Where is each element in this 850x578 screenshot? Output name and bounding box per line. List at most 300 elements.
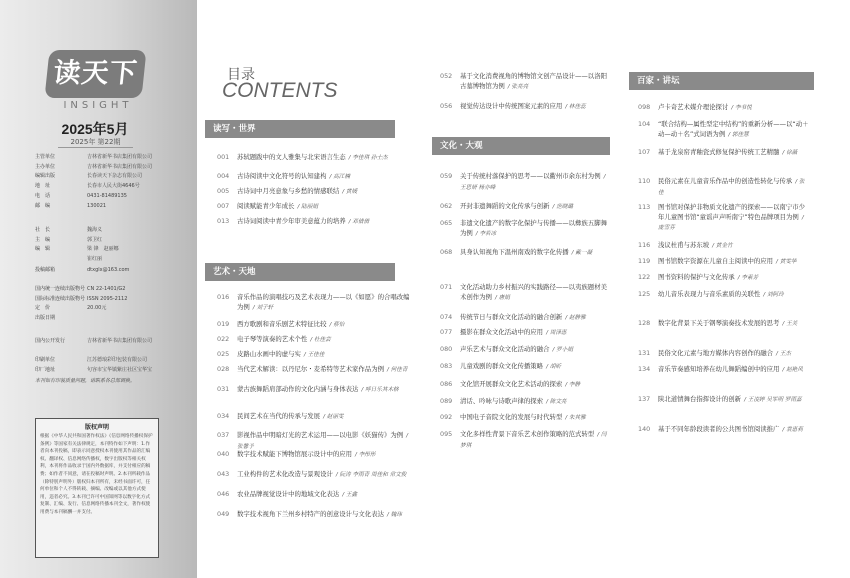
masthead-sidebar xyxy=(0,0,197,578)
toc-entry[interactable] xyxy=(638,241,810,252)
toc-entry[interactable] xyxy=(217,187,415,198)
toc-page-number: 043 xyxy=(217,470,230,478)
toc-article-title xyxy=(237,202,415,213)
toc-author: / 黄雯华 xyxy=(776,259,797,265)
masthead-row xyxy=(35,236,190,246)
section-header: 读写・世界 xyxy=(205,120,395,138)
toc-entry[interactable] xyxy=(440,172,610,193)
toc-title-text: “联合结构—属性型定中结构”的重新分析——以“动＋动—动＋名”式词语为例 xyxy=(658,120,809,138)
toc-title-text: 图书馆数字资源在儿童自主阅读中的应用 xyxy=(658,257,774,265)
masthead-label: 国内公开发行 xyxy=(35,338,66,344)
toc-author: / 刘阿玲 xyxy=(763,292,784,298)
masthead-block-issn xyxy=(35,285,190,324)
toc-page-number: 083 xyxy=(440,362,453,370)
toc-page-number: 059 xyxy=(440,172,453,180)
masthead-value: 长春市人民大街4646号 xyxy=(87,183,140,190)
toc-entry[interactable] xyxy=(638,103,810,114)
issue-date: 2025年5月 xyxy=(61,121,129,137)
toc-page-number: 065 xyxy=(440,219,453,227)
toc-title-text: 开封非遗舞蹈的文化传承与创新 xyxy=(460,202,550,210)
toc-title-text: 基于龙泉窑青釉瓷式修复保护传统工艺精髓 xyxy=(658,148,780,156)
masthead-value: 魏海义 xyxy=(87,227,103,233)
toc-author: / 张馨予 xyxy=(237,433,409,450)
toc-author: / 张亮亮 xyxy=(507,83,529,90)
toc-article-title xyxy=(460,283,610,303)
toc-author: / 袁惠莉 xyxy=(782,427,803,433)
masthead-label: 社 长 xyxy=(35,227,51,233)
toc-title-text: 文化多样性背景下音乐艺术创作策略的范式转型 xyxy=(460,430,595,438)
toc-page-number: 140 xyxy=(638,425,651,433)
masthead-label: 主管单位 xyxy=(35,154,56,160)
toc-article-title xyxy=(658,365,810,376)
toc-title-en: CONTENTS xyxy=(222,79,338,102)
toc-entry[interactable] xyxy=(440,328,610,339)
toc-page-number: 071 xyxy=(440,283,453,291)
toc-title-text: 图书资料的保护与文化传承 xyxy=(658,273,735,281)
toc-title-text: 浅议杜甫与苏东坡 xyxy=(658,241,710,249)
toc-title-text: 西方歌剧和音乐剧艺术特征比较 xyxy=(237,320,327,328)
toc-article-title xyxy=(460,219,610,239)
toc-entry[interactable] xyxy=(217,350,415,361)
toc-page-number: 019 xyxy=(217,320,230,328)
toc-entry[interactable] xyxy=(638,257,810,268)
toc-entry[interactable] xyxy=(638,203,810,234)
toc-title-text: 幼儿音乐表现力与音乐素质的关联性 xyxy=(658,290,761,298)
magazine-logo: 读天下 xyxy=(44,50,146,98)
toc-article-title xyxy=(460,345,610,356)
masthead-row xyxy=(35,295,190,305)
toc-title-text: 儿童戏剧的群众文化传播策略 xyxy=(460,362,544,370)
masthead-value: 0431-81489135 xyxy=(87,192,127,199)
masthead-row xyxy=(35,314,190,324)
toc-entry[interactable] xyxy=(440,202,610,213)
masthead-block-staff xyxy=(35,226,190,265)
toc-article-title xyxy=(658,241,810,252)
toc-page-number: 077 xyxy=(440,328,453,336)
toc-title-text: 音乐作品的演唱技巧及艺术表现力——以《如愿》的合唱改编为例 xyxy=(237,293,410,311)
toc-page-number: 113 xyxy=(638,203,651,211)
masthead-value: 句容市宝华镇紫庄社区宝华宝 xyxy=(87,366,153,373)
toc-article-title xyxy=(460,380,610,391)
toc-author: / 胡昕 xyxy=(546,364,561,370)
toc-title-text: 蒙古族舞蹈肩部动作的文化内涵与身体表达 xyxy=(237,385,359,393)
masthead-label: 地 址 xyxy=(35,183,51,190)
toc-page-number: 107 xyxy=(638,148,651,156)
toc-author: / 高江楠 xyxy=(329,174,350,180)
toc-author: / 罗小娟 xyxy=(552,347,573,353)
section-header: 百家・讲坛 xyxy=(629,72,814,90)
toc-article-title xyxy=(460,328,610,339)
toc-author: / 王芙 xyxy=(782,321,798,327)
toc-article-title xyxy=(237,153,415,164)
toc-entry[interactable] xyxy=(217,153,415,164)
toc-title-text: 具身认知视角下温州南戏的数字化传播 xyxy=(460,248,569,256)
toc-page-number: 034 xyxy=(217,412,230,420)
toc-page-number: 005 xyxy=(217,187,230,195)
toc-page-number: 119 xyxy=(638,257,651,265)
toc-entry[interactable] xyxy=(440,283,610,303)
masthead-label: 电 话 xyxy=(35,192,51,199)
toc-entry[interactable] xyxy=(217,510,415,521)
masthead-row xyxy=(35,366,190,376)
toc-entry[interactable] xyxy=(217,385,415,396)
toc-entry[interactable] xyxy=(638,273,810,284)
toc-entry[interactable] xyxy=(440,413,610,424)
toc-author: / 戴一凝 xyxy=(571,250,593,256)
toc-author: / 魏玮 xyxy=(386,512,402,518)
toc-title-text: 古诗阅读中文化符号的认知建构 xyxy=(237,172,327,180)
masthead-value: CN 22-1401/G2 xyxy=(87,286,126,292)
toc-article-title xyxy=(658,203,810,234)
toc-author: / 郭佳慧 xyxy=(728,131,749,138)
toc-entry[interactable] xyxy=(638,120,810,140)
toc-page-number: 095 xyxy=(440,430,453,438)
toc-title-text: 文化馆开展群众文化艺术活动的探索 xyxy=(460,380,563,388)
toc-title-text: 电子琴等演奏的艺术个性 xyxy=(237,335,308,343)
masthead-row xyxy=(35,304,190,314)
toc-page-number: 016 xyxy=(217,293,230,301)
toc-author: / 李书悦 xyxy=(731,105,752,111)
toc-page-number: 062 xyxy=(440,202,453,210)
toc-title-text: 古诗词中月亮意象与乡愁的情感联结 xyxy=(237,187,340,195)
toc-entry[interactable] xyxy=(217,490,415,501)
masthead-value: 130021 xyxy=(87,202,107,209)
toc-title-text: 图书馆对保护非物质文化遗产的探索——以南宁市少年儿童图书馆“童谣声声听南宁”特色品牌项目为例 xyxy=(658,203,805,221)
toc-article-title xyxy=(460,172,610,193)
toc-entry[interactable] xyxy=(638,425,810,436)
toc-article-title xyxy=(658,177,810,198)
masthead-row xyxy=(35,285,190,295)
toc-entry[interactable] xyxy=(440,313,610,324)
toc-author: / 王凌婷 吴军明 罗雨嘉 xyxy=(744,397,802,403)
toc-article-title xyxy=(460,102,610,113)
toc-title-text: 民间艺术在当代的传承与发展 xyxy=(237,412,321,420)
toc-entry[interactable] xyxy=(638,395,810,406)
masthead-label: 邮 编 xyxy=(35,202,51,209)
toc-article-title xyxy=(237,335,415,346)
toc-author: / 呼日乐其木格 xyxy=(361,387,399,393)
masthead-label: 定 价 xyxy=(35,305,51,312)
masthead-row xyxy=(35,192,190,202)
logo-subtitle: INSIGHT xyxy=(63,100,133,111)
toc-article-title xyxy=(658,257,810,268)
toc-title-text: 当代艺术解读：以丹尼尔・麦希特等艺术家作品为例 xyxy=(237,365,384,373)
toc-entry[interactable] xyxy=(440,248,610,259)
toc-entry[interactable] xyxy=(217,470,415,481)
toc-page-number: 037 xyxy=(217,431,230,439)
toc-title-text: 民俗文化元素与地方媒体内容创作的融合 xyxy=(658,349,774,357)
masthead-row xyxy=(35,337,190,347)
toc-title-text: 皮路山水画中的虚与实 xyxy=(237,350,301,358)
toc-page-number: 028 xyxy=(217,365,230,373)
toc-page-number: 092 xyxy=(440,413,453,421)
toc-entry[interactable] xyxy=(638,319,810,330)
toc-author: / 邓倩倩 xyxy=(348,219,370,225)
toc-author: / 陆丽娟 xyxy=(297,204,318,210)
toc-page-number: 004 xyxy=(217,172,230,180)
toc-author: / 张佳 xyxy=(658,179,805,196)
toc-article-title xyxy=(460,72,610,92)
toc-author: / 唐娟 xyxy=(494,294,510,301)
masthead-value: 梁 锋 赵丽娜 xyxy=(87,246,119,253)
toc-page-number: 049 xyxy=(217,510,230,518)
toc-author: / 林佳蕊 xyxy=(565,104,586,110)
toc-title-text: 古诗词阅读中青少年审美意蕴力的培养 xyxy=(237,217,346,225)
masthead-email: 投稿邮箱 dtxglx@163.com xyxy=(35,267,130,273)
toc-page-number: 122 xyxy=(638,273,651,281)
masthead-value: 崔红丽 xyxy=(87,256,103,263)
toc-entry[interactable] xyxy=(217,450,415,461)
toc-entry[interactable] xyxy=(217,293,415,313)
toc-page-number: 074 xyxy=(440,313,453,321)
toc-title-text: 关于传统村落保护的思考——以衢州市余东村为例 xyxy=(460,172,601,180)
toc-article-title xyxy=(237,490,415,501)
masthead-value: 郭卫红 xyxy=(87,236,103,243)
toc-page-number: 046 xyxy=(217,490,230,498)
toc-article-title xyxy=(237,350,415,361)
toc-article-title xyxy=(658,103,810,114)
masthead-label: 国内统一连续出版物号 xyxy=(35,286,86,292)
masthead-value: 吉林省新华书店集团有限公司 xyxy=(87,154,153,160)
masthead-row xyxy=(35,245,190,255)
toc-entry[interactable] xyxy=(440,219,610,239)
toc-title-text: 基于不同年龄段读者的公共图书馆阅读推广 xyxy=(658,425,780,433)
toc-author: / 杜佳芸 xyxy=(310,337,331,343)
toc-author: / 李佳琪 孙士杰 xyxy=(348,155,388,161)
toc-article-title xyxy=(460,248,610,259)
toc-page-number: 025 xyxy=(217,350,230,358)
toc-article-title xyxy=(237,187,415,198)
toc-page-number: 001 xyxy=(217,153,230,161)
toc-page-number: 131 xyxy=(638,349,651,357)
toc-page-number: 013 xyxy=(217,217,230,225)
toc-title-text: 视觉传达设计中传统图案元素的应用 xyxy=(460,102,563,110)
masthead-value: ISSN 2095-2112 xyxy=(87,295,128,302)
masthead-row xyxy=(35,163,190,173)
toc-page-number: 086 xyxy=(440,380,453,388)
copyright-notice xyxy=(35,418,159,558)
toc-author: / 黄金竹 xyxy=(712,243,733,249)
toc-author: / 周泽惠 xyxy=(546,330,567,336)
toc-title-text: 陕北道情舞台指挥设计的创新 xyxy=(658,395,742,403)
toc-author: / 赵艳风 xyxy=(782,367,803,373)
masthead-row xyxy=(35,202,190,212)
section-header: 艺术・天地 xyxy=(205,263,395,281)
toc-title-text: 农业品牌视觉设计中的地域文化表达 xyxy=(237,490,340,498)
toc-article-title xyxy=(460,362,610,373)
masthead-block-printing xyxy=(35,356,190,375)
toc-author: / 何佳青 xyxy=(386,367,408,373)
toc-article-title xyxy=(658,395,810,406)
toc-article-title xyxy=(658,148,810,159)
toc-title-text: 民俗元素在儿童音乐作品中的创造性转化与传承 xyxy=(658,177,793,185)
toc-entry[interactable] xyxy=(638,290,810,301)
toc-article-title xyxy=(658,425,810,436)
toc-article-title xyxy=(460,397,610,408)
toc-title-text: 数字技术视角下兰州乡村特产的创意设计与文化表达 xyxy=(237,510,384,518)
masthead-note: 本刊如有印装质量问题，请联系各总部调换。 xyxy=(35,378,136,384)
toc-title-text: 数字技术赋能下博物馆展示设计中的应用 xyxy=(237,450,353,458)
toc-title-text: 阅读赋能青少年成长 xyxy=(237,202,295,210)
masthead-label: 编辑出版 xyxy=(35,173,56,180)
masthead-label: 编 辑 xyxy=(35,246,51,253)
toc-page-number: 098 xyxy=(638,103,651,111)
toc-author: / 刘子轩 xyxy=(252,304,274,311)
masthead-block-publisher xyxy=(35,153,190,211)
copyright-text: 根据《中华人民共和国著作权法》《信息网络传播权保护条例》等国家有关法律规定，本刊特作如下声明：1.作者向本刊投稿，即表示同意授权本刊使用其作品的汇编权、翻译权、信息网络传播权，数字出版权等相关权利，本刊将作品收录于国内外数据库，并支付相应的稿费；如作者不同意，请在投稿时声明。2.本刊所载作品（除特别声明外）版权归本刊所有，未经书面许可，任何单位和个人不得转载、摘编、改编或以其他方式使用，违者必究。3.本刊已许可中国知网等以数字化方式复制、汇编、发行、信息网络传播本刊全文，著作权使用费与本刊稿酬一并支付。 xyxy=(40,434,153,515)
toc-article-title xyxy=(460,313,610,324)
section-header: 文化・大观 xyxy=(432,137,610,155)
toc-author: / 李静 xyxy=(565,382,581,388)
toc-author: / 徐薇 xyxy=(782,150,798,156)
toc-entry[interactable] xyxy=(217,202,415,213)
masthead-label: 主办单位 xyxy=(35,163,56,170)
toc-page-number: 116 xyxy=(638,241,651,249)
toc-page-number: 134 xyxy=(638,365,651,373)
masthead-value: 吉林省新华书店集团有限公司 xyxy=(87,163,153,170)
toc-title-text: 传统节日与群众文化活动的融合创新 xyxy=(460,313,563,321)
toc-page-number: 022 xyxy=(217,335,230,343)
toc-article-title xyxy=(658,349,810,360)
toc-author: / 王佳佳 xyxy=(303,352,325,358)
toc-article-title xyxy=(237,450,415,461)
toc-entry[interactable] xyxy=(217,365,415,376)
masthead-label: 印厂地址 xyxy=(35,366,56,373)
toc-entry[interactable] xyxy=(440,397,610,408)
toc-title-cn: 目录 xyxy=(227,67,255,83)
toc-page-number: 089 xyxy=(440,397,453,405)
toc-entry[interactable] xyxy=(217,412,415,423)
toc-title-text: 数字化背景下关于钢琴演奏技术发展的思考 xyxy=(658,319,780,327)
copyright-title: 版权声明 xyxy=(84,424,109,431)
masthead-row xyxy=(35,153,190,163)
masthead-label: 出版日期 xyxy=(35,315,56,322)
toc-author: / 赵丽雯 xyxy=(323,414,344,420)
toc-title-text: 基于文化消费视角的博物馆文创产品设计——以洛阳古墓博物馆为例 xyxy=(460,72,607,90)
toc-title-text: 音乐节奏感知培养在幼儿舞蹈编创中的应用 xyxy=(658,365,780,373)
toc-entry[interactable] xyxy=(440,430,610,451)
toc-author: / 王思妍 杨亦峰 xyxy=(460,174,606,191)
toc-title-text: 卢卡奇艺术媒介理论探讨 xyxy=(658,103,729,111)
toc-page-number: 056 xyxy=(440,102,453,110)
toc-page-number: 125 xyxy=(638,290,651,298)
masthead-value: 吉林省新华书店集团有限公司 xyxy=(87,338,153,344)
masthead-row xyxy=(35,356,190,366)
toc-title-text: 中国电子音院文化的发展与时代转型 xyxy=(460,413,563,421)
toc-page-number: 080 xyxy=(440,345,453,353)
toc-entry[interactable] xyxy=(440,72,610,92)
masthead-value: 长春读天下杂志有限公司 xyxy=(87,173,143,180)
toc-entry[interactable] xyxy=(217,320,415,331)
toc-author: / 陈文亮 xyxy=(546,399,567,405)
toc-entry[interactable] xyxy=(217,431,415,452)
toc-entry[interactable] xyxy=(638,365,810,376)
toc-article-title xyxy=(237,365,415,376)
toc-article-title xyxy=(237,431,415,452)
toc-title-text: 声乐艺术与群众文化活动的融合 xyxy=(460,345,550,353)
toc-entry[interactable] xyxy=(217,217,415,228)
toc-article-title xyxy=(658,290,810,301)
toc-page-number: 007 xyxy=(217,202,230,210)
masthead-row xyxy=(35,255,190,265)
toc-page-number: 068 xyxy=(440,248,453,256)
masthead-row xyxy=(35,172,190,182)
toc-author: / 李彤彤 xyxy=(355,452,376,458)
masthead-label: 国际标准连续出版物号 xyxy=(35,295,86,302)
toc-author: / 蔡怡 xyxy=(329,322,345,328)
toc-author: / 庞雪芬 xyxy=(658,214,804,232)
issue-number: 2025年 第22期 xyxy=(58,137,133,148)
toc-article-title xyxy=(460,430,610,451)
toc-page-number: 052 xyxy=(440,72,453,80)
masthead-value: 江苏德琅彩印包装有限公司 xyxy=(87,357,148,363)
toc-author: / 闫梦琪 xyxy=(460,432,607,449)
toc-article-title xyxy=(237,412,415,423)
toc-author: / 赵静雅 xyxy=(565,315,586,321)
toc-article-title xyxy=(237,470,415,481)
toc-article-title xyxy=(460,202,610,213)
toc-entry[interactable] xyxy=(638,349,810,360)
toc-page-number: 110 xyxy=(638,177,651,185)
toc-author: / 李若冰 xyxy=(475,230,497,237)
toc-title-text: 清话、吟咏与诗歌声律的探索 xyxy=(460,397,544,405)
toc-article-title xyxy=(237,510,415,521)
toc-author: / 王杰 xyxy=(776,351,791,357)
toc-author: / 阮涛 李雨青 周佳和 常文俊 xyxy=(335,472,407,478)
toc-author: / 黄媛 xyxy=(342,189,358,195)
toc-title-text: 影视作品中明暗灯光的艺术运用——以电影《妖猫传》为例 xyxy=(237,431,404,439)
toc-author: / 朱其雅 xyxy=(565,415,586,421)
toc-title-text: 摄影在群众文化活动中的应用 xyxy=(460,328,544,336)
toc-entry[interactable] xyxy=(638,177,810,198)
masthead-row xyxy=(35,182,190,192)
toc-author: / 范晓璐 xyxy=(552,204,573,210)
toc-article-title xyxy=(658,319,810,330)
toc-title-text: 工业构件的艺术化改造与景观设计 xyxy=(237,470,333,478)
toc-page-number: 040 xyxy=(217,450,230,458)
toc-author: / 李素芳 xyxy=(737,275,759,281)
toc-entry[interactable] xyxy=(440,102,610,113)
toc-article-title xyxy=(237,217,415,228)
toc-page-number: 031 xyxy=(217,385,230,393)
toc-page-number: 137 xyxy=(638,395,651,403)
masthead-row xyxy=(35,226,190,236)
toc-title-text: 非遗文化遗产的数字化保护与传播——以彝族五脚舞为例 xyxy=(460,219,607,237)
toc-entry[interactable] xyxy=(440,380,610,391)
toc-author: / 王鑫 xyxy=(342,492,358,498)
toc-article-title xyxy=(237,385,415,396)
masthead-label: 主 编 xyxy=(35,236,51,243)
toc-article-title xyxy=(658,120,810,140)
masthead-label: 印刷单位 xyxy=(35,357,56,363)
toc-article-title xyxy=(460,413,610,424)
toc-article-title xyxy=(237,320,415,331)
masthead-value: 20.00元 xyxy=(87,305,107,312)
toc-page-number: 104 xyxy=(638,120,651,128)
toc-article-title xyxy=(237,172,415,183)
masthead-block-distribution xyxy=(35,337,190,347)
toc-entry[interactable] xyxy=(440,345,610,356)
toc-entry[interactable] xyxy=(440,362,610,373)
toc-entry[interactable] xyxy=(217,335,415,346)
toc-entry[interactable] xyxy=(217,172,415,183)
toc-page-number: 128 xyxy=(638,319,651,327)
toc-title-text: 苏轼题跋中的文人雅集与北宋语言生态 xyxy=(237,153,346,161)
toc-article-title xyxy=(658,273,810,284)
toc-title-text: 文化活动助力乡村振兴的实践路径——以夷族题材美术创作为例 xyxy=(460,283,607,301)
toc-article-title xyxy=(237,293,415,313)
toc-entry[interactable] xyxy=(638,148,810,159)
